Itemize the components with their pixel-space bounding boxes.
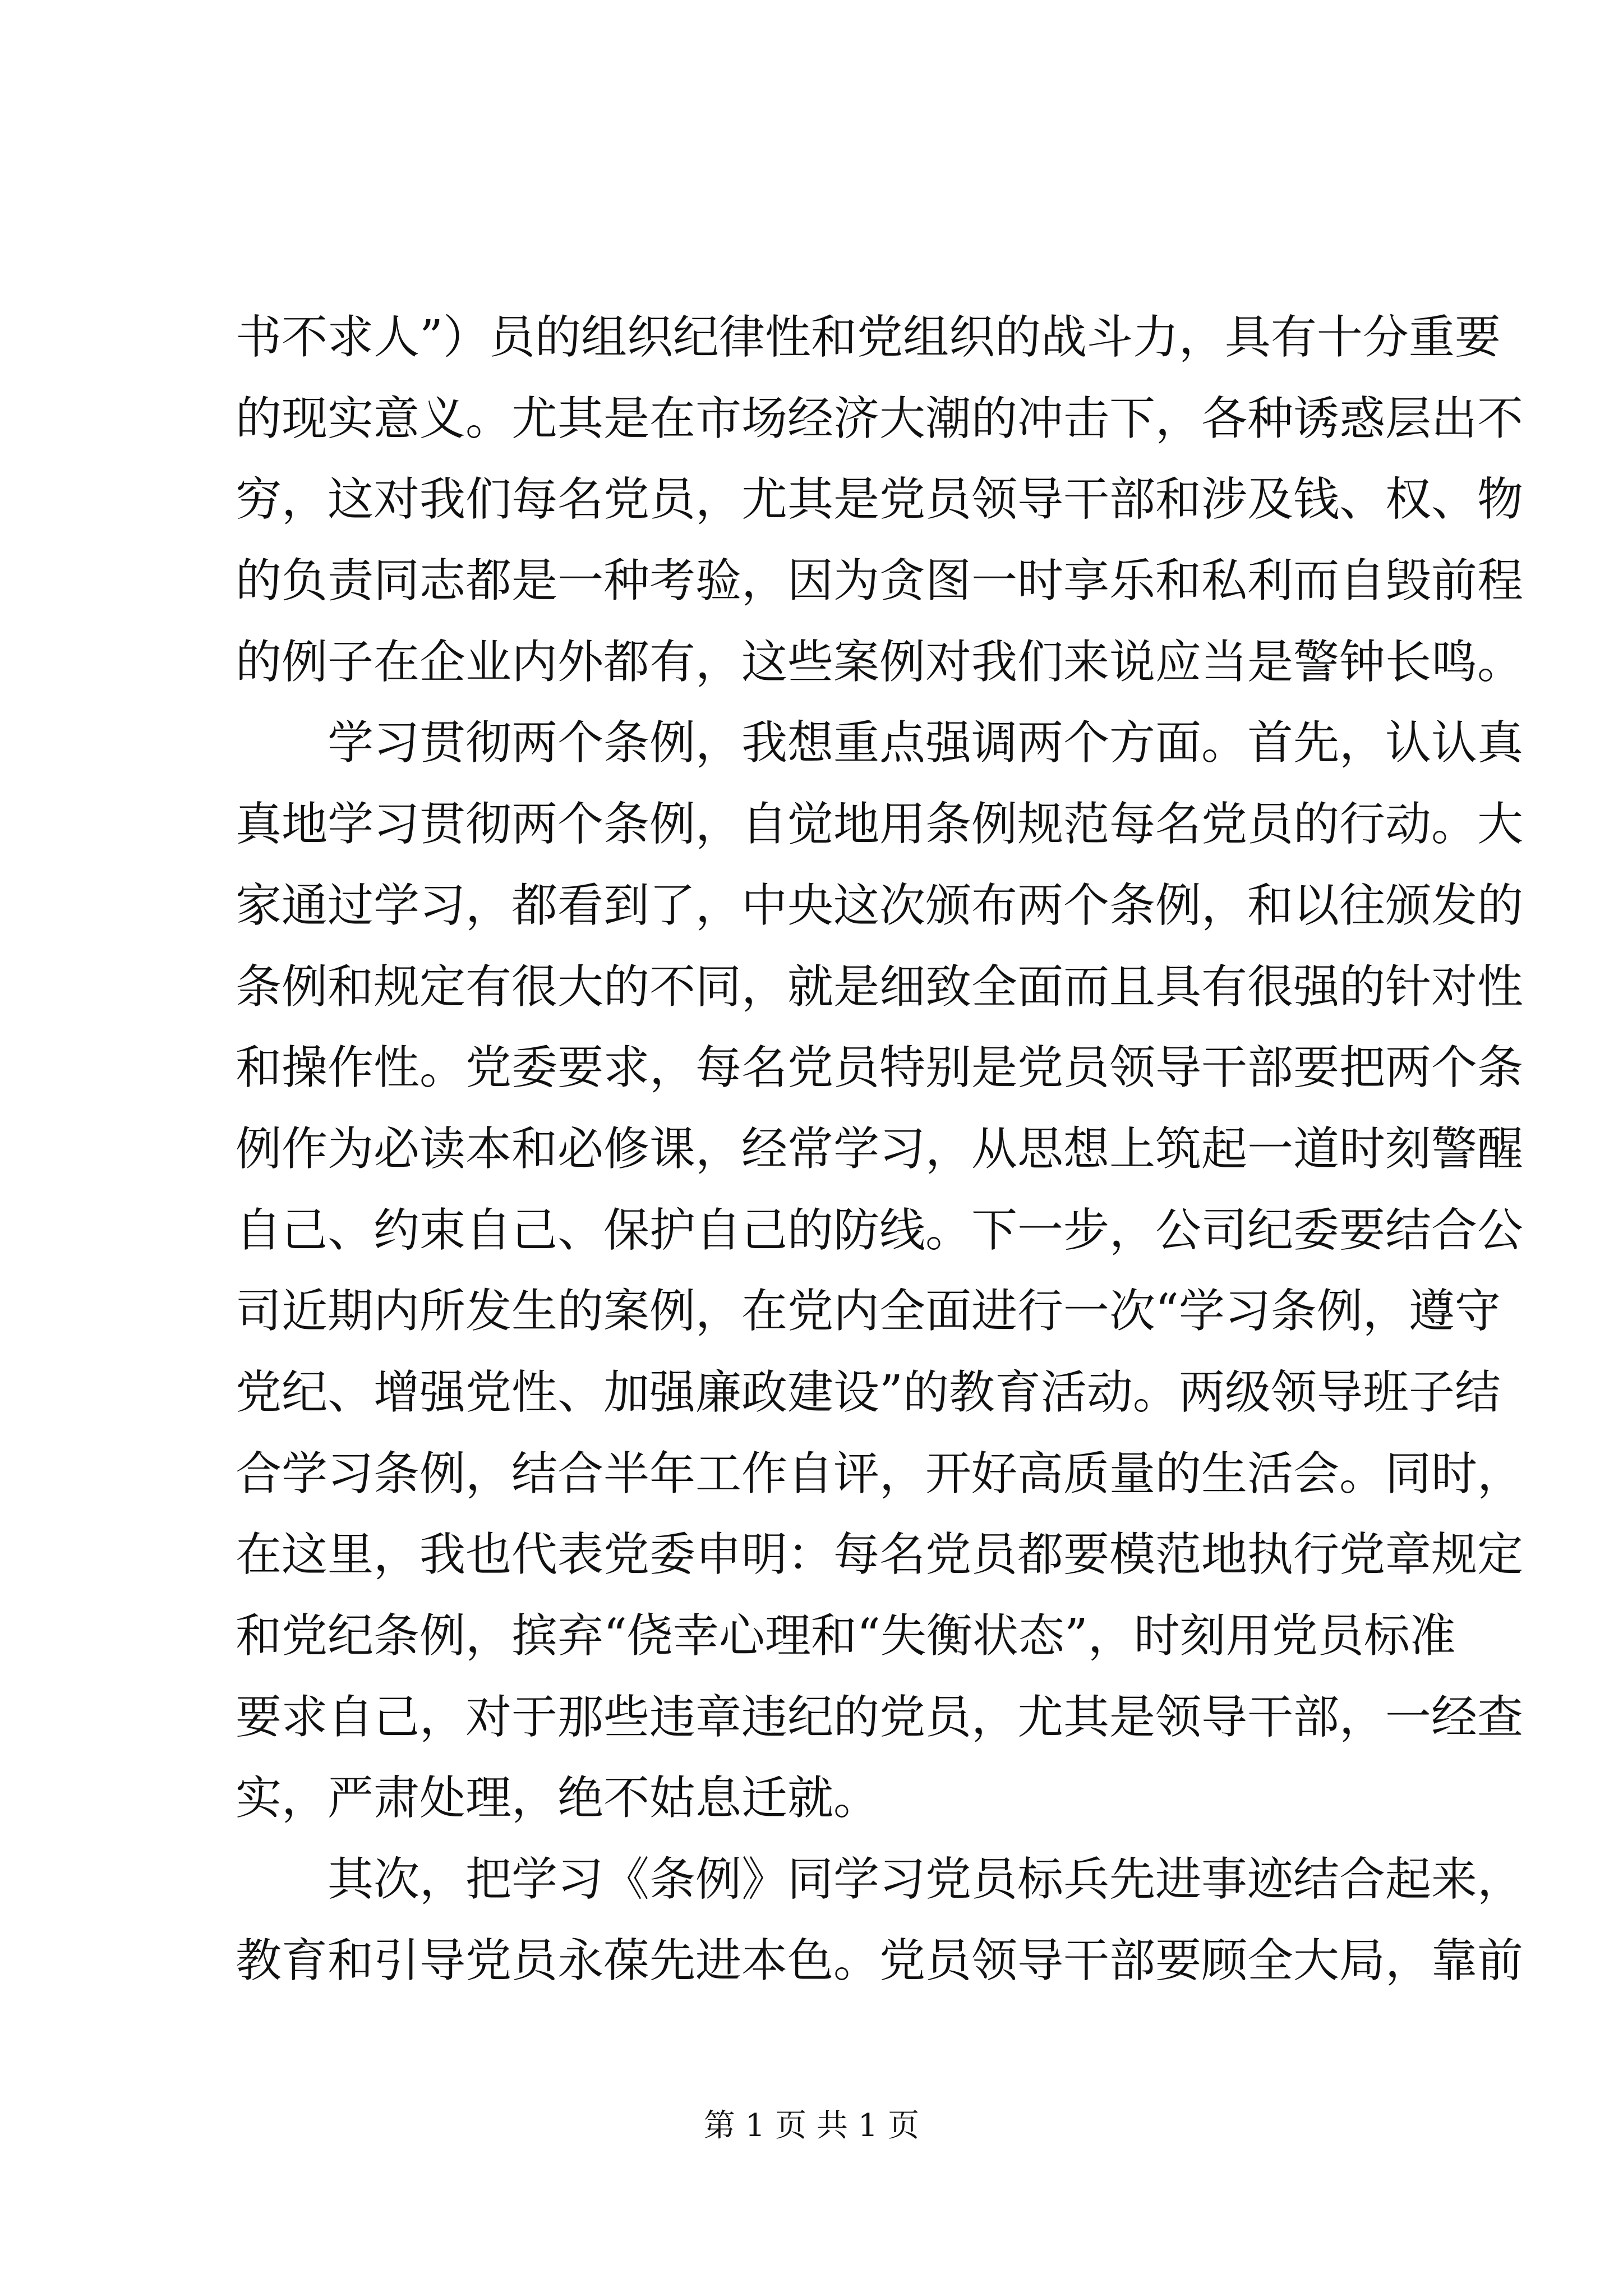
text-line: 和党纪条例，摈弃“侥幸心理和“失衡状态”，时刻用党员标准 [236, 1609, 1456, 1663]
text-line: 穷，这对我们每名党员，尤其是党员领导干部和涉及钱、权、物 [236, 473, 1524, 527]
text-line: 的负责同志都是一种考验，因为贪图一时享乐和私利而自毁前程 [236, 554, 1524, 608]
text-line: 教育和引导党员永葆先进本色。党员领导干部要顾全大局，靠前 [236, 1934, 1524, 1987]
text-line: 合学习条例，结合半年工作自评，开好高质量的生活会。同时， [236, 1447, 1524, 1501]
text-line: 真地学习贯彻两个条例，自觉地用条例规范每名党员的行动。大 [236, 798, 1524, 852]
text-line: 实，严肃处理，绝不姑息迁就。 [236, 1772, 880, 1825]
text-line: 要求自己，对于那些违章违纪的党员，尤其是领导干部，一经查 [236, 1690, 1524, 1744]
text-line: 的例子在企业内外都有，这些案例对我们来说应当是警钟长鸣。 [236, 635, 1524, 689]
text-line: 例作为必读本和必修课，经常学习，从思想上筑起一道时刻警醒 [236, 1122, 1524, 1176]
text-line: 其次，把学习《条例》同学习党员标兵先进事迹结合起来， [236, 1853, 1524, 1907]
text-line: 在这里，我也代表党委申明：每名党员都要模范地执行党章规定 [236, 1528, 1524, 1582]
text-line: 学习贯彻两个条例，我想重点强调两个方面。首先，认认真 [236, 716, 1524, 770]
text-line: 和操作性。党委要求，每名党员特别是党员领导干部要把两个条 [236, 1041, 1524, 1095]
text-line: 书不求人”）员的组织纪律性和党组织的战斗力，具有十分重要 [236, 311, 1501, 364]
text-line: 家通过学习，都看到了，中央这次颁布两个条例，和以往颁发的 [236, 878, 1524, 932]
body-text [236, 297, 1524, 2001]
text-line: 自己、约束自己、保护自己的防线。下一步，公司纪委要结合公 [236, 1203, 1524, 1257]
text-line: 条例和规定有很大的不同，就是细致全面而且具有很强的针对性 [236, 960, 1524, 1014]
text-line: 司近期内所发生的案例，在党内全面进行一次“学习条例，遵守 [236, 1285, 1501, 1338]
text-line: 党纪、增强党性、加强廉政建设”的教育活动。两级领导班子结 [236, 1365, 1501, 1419]
page-footer: 第 1 页 共 1 页 [703, 2108, 920, 2144]
text-line: 的现实意义。尤其是在市场经济大潮的冲击下，各种诱惑层出不 [236, 392, 1524, 445]
